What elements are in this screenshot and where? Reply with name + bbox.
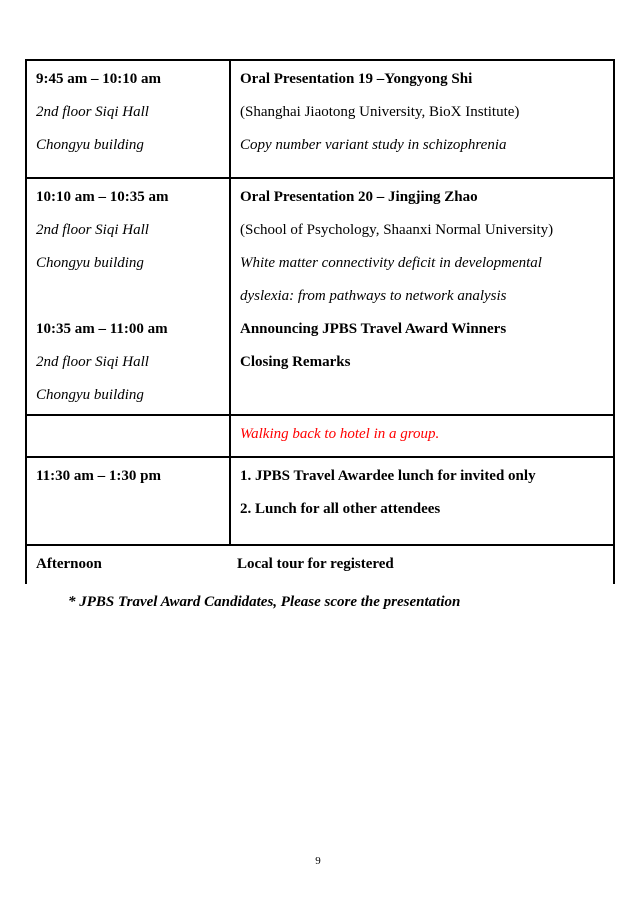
lunch-item: 2. Lunch for all other attendees bbox=[240, 501, 441, 517]
lunch-item: 1. JPBS Travel Awardee lunch for invited only bbox=[240, 468, 536, 484]
time-range: 10:10 am – 10:35 am bbox=[36, 189, 169, 205]
table-row bbox=[26, 178, 614, 415]
page-number: 9 bbox=[315, 855, 321, 867]
footnote: * JPBS Travel Award Candidates, Please score the presentation bbox=[68, 594, 461, 610]
location-line: Chongyu building bbox=[36, 387, 144, 403]
time-range: 11:30 am – 1:30 pm bbox=[36, 468, 161, 484]
location-line: 2nd floor Siqi Hall bbox=[36, 104, 149, 120]
event-title: Closing Remarks bbox=[240, 354, 351, 370]
event-cell bbox=[230, 415, 614, 457]
event-cell bbox=[230, 60, 614, 178]
presentation-affiliation: (Shanghai Jiaotong University, BioX Institute) bbox=[240, 104, 520, 120]
schedule-table bbox=[25, 59, 615, 584]
talk-title: Copy number variant study in schizophrenia bbox=[240, 137, 507, 153]
location-line: Chongyu building bbox=[36, 255, 144, 271]
event-cell bbox=[230, 178, 614, 415]
walking-note: Walking back to hotel in a group. bbox=[240, 426, 440, 442]
location-line: Chongyu building bbox=[36, 137, 144, 153]
table-row bbox=[26, 60, 614, 178]
table-row bbox=[26, 415, 614, 457]
presentation-affiliation: (School of Psychology, Shaanxi Normal University) bbox=[240, 222, 554, 238]
event-cell bbox=[230, 457, 614, 545]
time-cell bbox=[26, 60, 230, 178]
time-range: 10:35 am – 11:00 am bbox=[36, 321, 168, 337]
time-range: Afternoon bbox=[36, 556, 102, 572]
location-line: 2nd floor Siqi Hall bbox=[36, 354, 149, 370]
event-title: Local tour for registered bbox=[237, 556, 394, 572]
table-row bbox=[26, 457, 614, 545]
location-line: 2nd floor Siqi Hall bbox=[36, 222, 149, 238]
presentation-title: Oral Presentation 20 – Jingjing Zhao bbox=[240, 189, 478, 205]
time-cell bbox=[26, 415, 230, 457]
talk-title: dyslexia: from pathways to network analysis bbox=[240, 288, 507, 304]
talk-title: White matter connectivity deficit in developmental bbox=[240, 255, 542, 271]
table-row bbox=[26, 545, 614, 584]
presentation-title: Oral Presentation 19 –Yongyong Shi bbox=[240, 71, 473, 87]
time-cell bbox=[26, 457, 230, 545]
afternoon-cell bbox=[26, 545, 614, 584]
time-range: 9:45 am – 10:10 am bbox=[36, 71, 161, 87]
time-cell bbox=[26, 178, 230, 415]
event-title: Announcing JPBS Travel Award Winners bbox=[240, 321, 507, 337]
